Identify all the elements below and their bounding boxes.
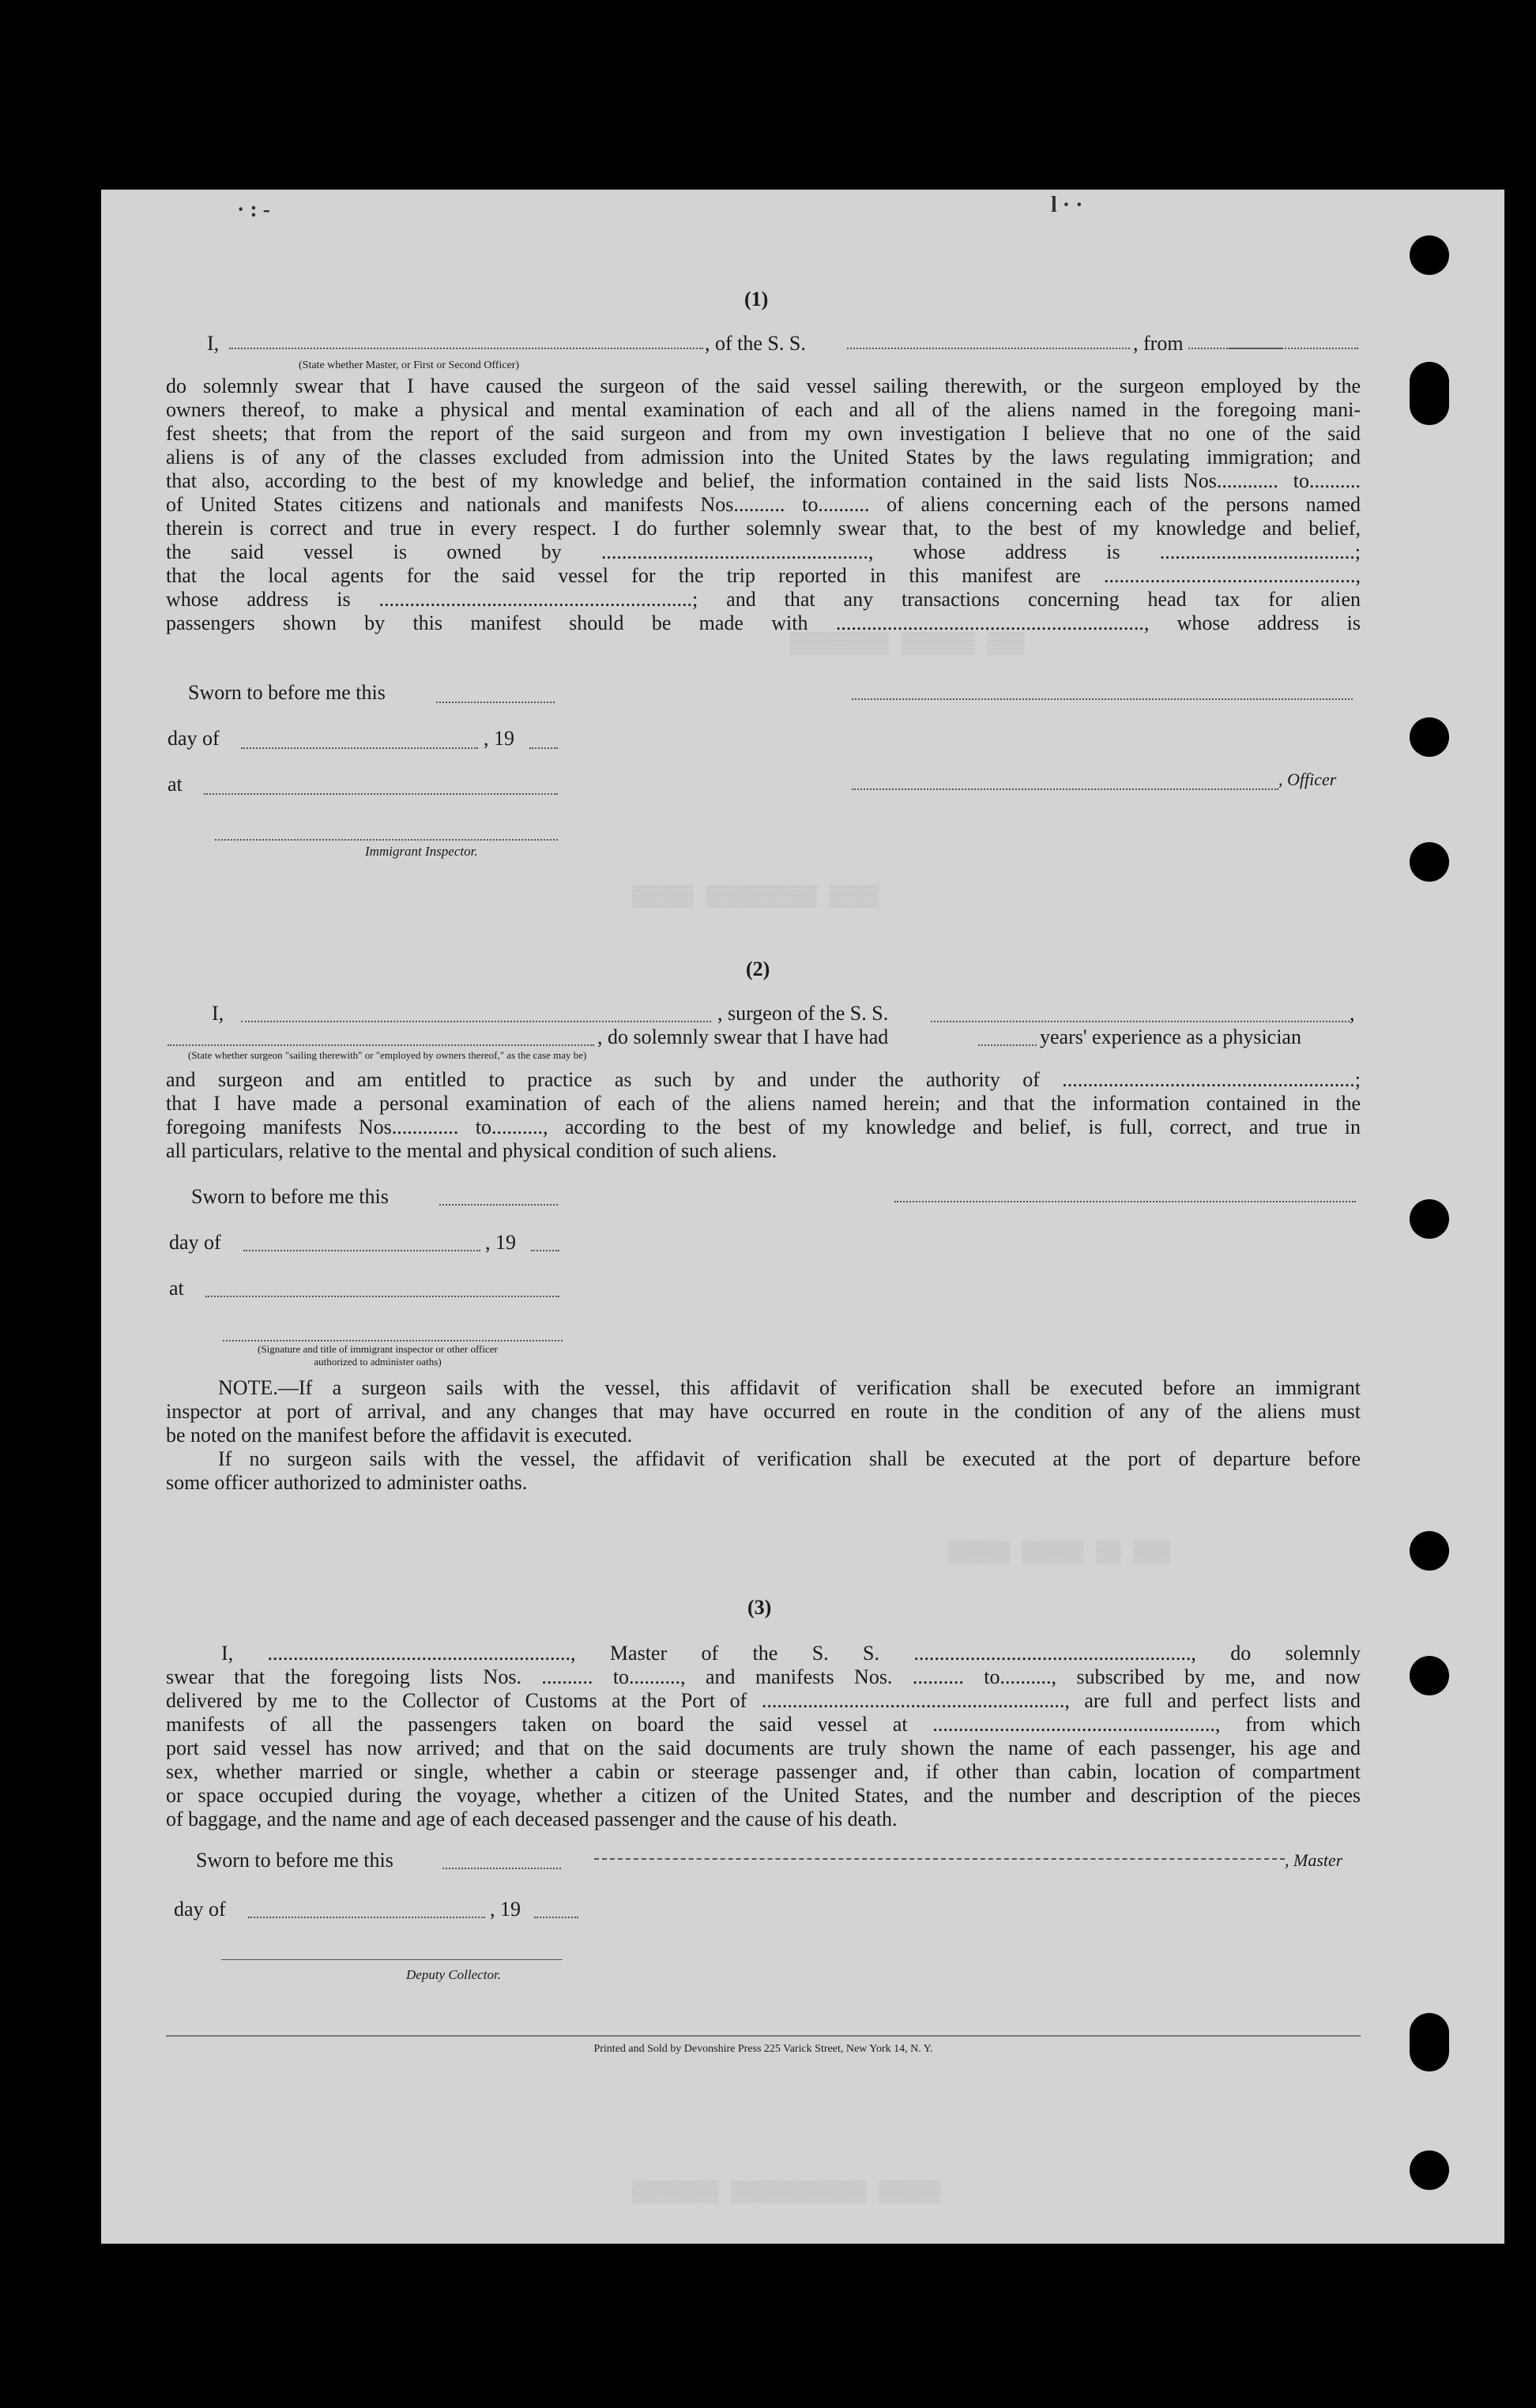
sworn-label: Sworn to before me this xyxy=(196,1849,393,1872)
note-line: some officer authorized to administer oaths. xyxy=(166,1471,528,1494)
year-label: , 19 xyxy=(490,1898,521,1921)
at-line xyxy=(205,1296,559,1297)
section-1-paragraph-line: of United States citizens and nationals and manifests Nos.......... to.......... of aliens concerning each of the persons named xyxy=(166,493,1361,516)
collector-signature-line xyxy=(221,1959,563,1960)
section-3-paragraph-line: swear that the foregoing lists Nos. .......... to.........., and manifests Nos. .......... to.........., subscribed by me, and now xyxy=(166,1665,1361,1688)
section-3-paragraph-line: I, ..........................................................., Master of the S. S. ......................................................, do solemnly xyxy=(221,1642,1361,1665)
bleed-through: ▒▒▒▒▒▒▒▒ ▒▒▒▒▒▒ ▒▒▒ xyxy=(790,632,1025,656)
year-line xyxy=(529,747,558,749)
vessel-name-line xyxy=(931,1021,1350,1022)
section-2-paragraph-line: that I have made a personal examination of each of the aliens named herein; and that the information contained in the xyxy=(166,1092,1361,1115)
section-2-number: (2) xyxy=(746,958,770,980)
section-3-paragraph-line: sex, whether married or single, whether a cabin or steerage passenger and, if other than cabin, location of compartment xyxy=(166,1760,1361,1783)
punch-hole xyxy=(1410,2150,1449,2190)
punch-hole xyxy=(1410,1656,1449,1695)
section-2-paragraph-line: all particulars, relative to the mental and physical condition of such aliens. xyxy=(166,1139,777,1162)
sworn-date-line xyxy=(439,1204,558,1206)
day-of-label: day of xyxy=(174,1898,226,1921)
official-signature-line xyxy=(223,1340,563,1341)
comma: , xyxy=(1350,1002,1355,1025)
sworn-label: Sworn to before me this xyxy=(191,1185,389,1208)
year-line xyxy=(534,1917,578,1918)
sworn-date-line xyxy=(442,1868,561,1869)
note-line: If no surgeon sails with the vessel, the affidavit of verification shall be executed at the port of departure before xyxy=(218,1447,1361,1470)
section-1-paragraph-line: that also, according to the best of my knowledge and belief, the information contained in the said lists Nos............ to.......... xyxy=(166,469,1361,492)
bleed-through: ▒▒▒▒▒ ▒▒▒▒▒ ▒▒ ▒▒▒ xyxy=(948,1541,1170,1564)
stray-marks: l · · xyxy=(1051,193,1083,217)
inspector-signature-line xyxy=(215,839,558,841)
punch-hole xyxy=(1410,842,1449,882)
section-1-paragraph-line: aliens is of any of the classes excluded from admission into the United States by the laws regulating immigration; and xyxy=(166,446,1361,468)
at-label: at xyxy=(169,1277,184,1300)
section-1-paragraph-line: passengers shown by this manifest should be made with ............................................................, whose address is xyxy=(166,611,1361,634)
year-label: , 19 xyxy=(484,727,514,750)
at-line xyxy=(204,793,558,795)
surgeon-name-line xyxy=(241,1021,711,1022)
punch-hole xyxy=(1410,2013,1449,2071)
section-1-paragraph-line: therein is correct and true in every respect. I do further solemnly swear that, to the best of my knowledge and belief, xyxy=(166,517,1361,540)
section-1-number: (1) xyxy=(744,288,769,310)
day-of-label: day of xyxy=(168,727,220,750)
sworn-label: Sworn to before me this xyxy=(188,681,386,704)
section-3-paragraph-line: port said vessel has now arrived; and that on the said documents are truly shown the name of each passenger, his age and xyxy=(166,1736,1361,1759)
day-of-line xyxy=(243,1250,480,1251)
surgeon-i-label: I, xyxy=(212,1002,224,1025)
note-line: be noted on the manifest before the affidavit is executed. xyxy=(166,1424,633,1447)
at-label: at xyxy=(168,773,183,796)
section-3-paragraph-line: manifests of all the passengers taken on board the said vessel at ......................................................., from which xyxy=(166,1713,1361,1736)
officer-note: (State whether Master, or First or Second Officer) xyxy=(299,359,520,371)
section-2-paragraph-line: and surgeon and am entitled to practice as such by and under the authority of .........................................................; xyxy=(166,1068,1361,1091)
section-1-paragraph-line: do solemnly swear that I have caused the surgeon of the said vessel sailing therewith, or the surgeon employed by the xyxy=(166,374,1361,397)
section-1-paragraph-line: owners thereof, to make a physical and mental examination of each and all of the aliens named in the foregoing mani- xyxy=(166,398,1361,421)
punch-hole xyxy=(1410,1531,1449,1571)
punch-hole xyxy=(1410,235,1449,275)
printer-imprint: Printed and Sold by Devonshire Press 225 Varick Street, New York 14, N. Y. xyxy=(593,2043,933,2055)
note-line: inspector at port of arrival, and any changes that may have occurred en route in the condition of any of the aliens must xyxy=(166,1400,1361,1423)
punch-hole xyxy=(1410,362,1449,425)
surgeon-type-note: (State whether surgeon "sailing therewith" or "employed by owners thereof," as the case may be) xyxy=(188,1049,587,1061)
years-line xyxy=(978,1044,1037,1046)
section-1-paragraph-line: fest sheets; that from the report of the said surgeon and from my own investigation I believe that no one of the said xyxy=(166,422,1361,445)
section-3-paragraph-line: delivered by me to the Collector of Customs at the Port of ..........................................................., are full and perfect lists and xyxy=(166,1689,1361,1712)
sworn-date-line xyxy=(436,702,555,703)
section-1-paragraph-line: whose address is .............................................................; and that any transactions concerning head tax for alien xyxy=(166,588,1361,611)
day-of-label: day of xyxy=(169,1231,221,1254)
surgeon-type-line xyxy=(168,1044,594,1046)
section-3-paragraph-line: or space occupied during the voyage, whether a citizen of the United States, and the number and description of the pieces xyxy=(166,1784,1361,1807)
punch-hole xyxy=(1410,1199,1449,1239)
officer-signature-line xyxy=(852,788,1278,790)
footer-rule xyxy=(166,2035,1361,2037)
master-signature-line xyxy=(594,1858,1285,1860)
section-2-paragraph-line: foregoing manifests Nos............. to.........., according to the best of my knowledge and belief, is full, correct, and true in xyxy=(166,1116,1361,1138)
section-3-number: (3) xyxy=(747,1596,772,1619)
signature-title-note: (Signature and title of immigrant inspector or other officer authorized to administer oaths) xyxy=(258,1343,498,1368)
master-label: , Master xyxy=(1285,1850,1343,1870)
surgeon-signature-line xyxy=(894,1201,1356,1202)
bleed-through: ▒▒▒▒▒ ▒▒▒▒▒▒▒▒▒ ▒▒▒▒ xyxy=(632,885,879,909)
officer-top-line xyxy=(852,698,1353,700)
day-of-line xyxy=(241,747,478,749)
year-label: , 19 xyxy=(485,1231,516,1254)
years-experience-label: years' experience as a physician xyxy=(1040,1025,1301,1048)
section-3-paragraph-line: of baggage, and the name and age of each deceased passenger and the cause of his death. xyxy=(166,1808,898,1830)
surgeon-of-ss-label: , surgeon of the S. S. xyxy=(717,1002,889,1025)
officer-label: , Officer xyxy=(1278,769,1337,789)
section-1-paragraph-line: the said vessel is owned by ...................................................., whose address is ......................................; xyxy=(166,540,1361,563)
section-1-paragraph-line: that the local agents for the said vessel for the trip reported in this manifest are ................................................., xyxy=(166,564,1361,587)
day-of-line xyxy=(248,1917,485,1918)
stray-marks: · : - xyxy=(237,198,270,222)
bleed-through: ▒▒▒▒▒▒▒ ▒▒▒▒▒▒▒▒▒▒▒ ▒▒▒▒▒ xyxy=(632,2180,941,2204)
year-line xyxy=(531,1250,559,1251)
punch-hole xyxy=(1410,717,1449,757)
solemnly-swear-label: , do solemnly swear that I have had xyxy=(597,1025,889,1048)
note-line: NOTE.—If a surgeon sails with the vessel, this affidavit of verification shall be executed before an immigrant xyxy=(218,1376,1361,1399)
deputy-collector-label: Deputy Collector. xyxy=(406,1967,501,1982)
immigrant-inspector-label: Immigrant Inspector. xyxy=(365,844,478,859)
